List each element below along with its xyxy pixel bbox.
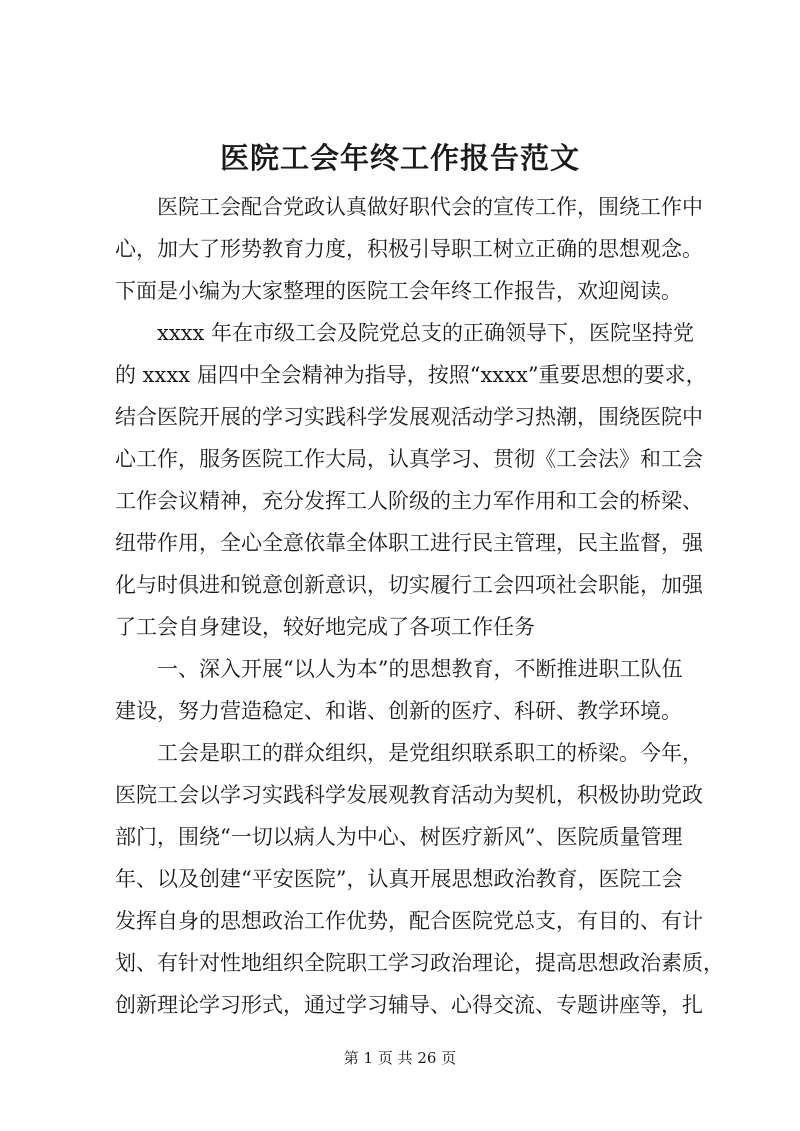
body-line: 发挥自身的思想政治工作优势，配合医院党总支，有目的、有计 — [115, 909, 703, 933]
body-line: 心工作，服务医院工作大局，认真学习、贯彻《工会法》和工会 — [115, 447, 703, 471]
body-line: 心，加大了形势教育力度，积极引导职工树立正确的思想观念。 — [115, 237, 703, 261]
section-heading-line: 一、深入开展“以人为本”的思想教育，不断推进职工队伍 — [157, 657, 683, 681]
body-line: 划、有针对性地组织全院职工学习政治理论，提高思想政治素质， — [115, 951, 724, 975]
body-line: 医院工会以学习实践科学发展观教育活动为契机，积极协助党政 — [115, 783, 703, 807]
body-line: xxxx 年在市级工会及院党总支的正确领导下，医院坚持党 — [157, 321, 695, 345]
body-line: 工作会议精神，充分发挥工人阶级的主力军作用和工会的桥梁、 — [115, 489, 703, 513]
body-line: 纽带作用，全心全意依靠全体职工进行民主管理，民主监督，强 — [115, 531, 703, 555]
body-line: 医院工会配合党政认真做好职代会的宣传工作，围绕工作中 — [157, 195, 703, 219]
body-line: 年、以及创建“平安医院”，认真开展思想政治教育，医院工会 — [115, 867, 683, 891]
body-line: 创新理论学习形式，通过学习辅导、心得交流、专题讲座等，扎 — [115, 993, 703, 1017]
section-heading-line: 建设，努力营造稳定、和谐、创新的医疗、科研、教学环境。 — [115, 699, 682, 723]
body-line: 结合医院开展的学习实践科学发展观活动学习热潮，围绕医院中 — [115, 405, 703, 429]
body-line: 工会是职工的群众组织，是党组织联系职工的桥梁。今年， — [157, 741, 703, 765]
body-line: 化与时俱进和锐意创新意识，切实履行工会四项社会职能，加强 — [115, 573, 703, 597]
document-title: 医院工会年终工作报告范文 — [219, 141, 580, 175]
body-line: 部门，围绕“一切以病人为中心、树医疗新风”、医院质量管理 — [115, 825, 683, 849]
body-line: 下面是小编为大家整理的医院工会年终工作报告，欢迎阅读。 — [115, 279, 682, 303]
body-line: 了工会自身建设，较好地完成了各项工作任务 — [115, 615, 535, 639]
body-line: 的 xxxx 届四中全会精神为指导，按照“xxxx”重要思想的要求， — [115, 363, 707, 387]
page-number-footer: 第 1 页 共 26 页 — [343, 1049, 457, 1067]
